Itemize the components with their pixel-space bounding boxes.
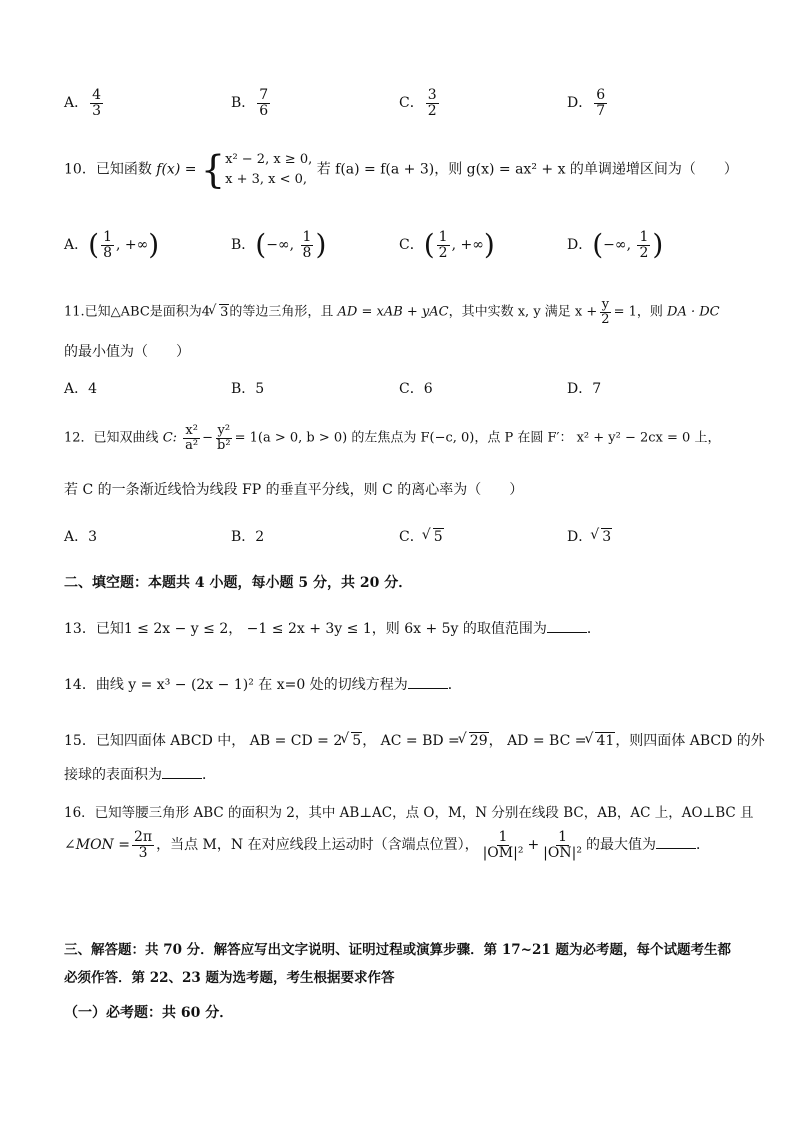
vector-product: DA · DC [667,304,720,320]
option-label: D． [567,237,593,254]
question-text: 接球的表面积为 [64,767,162,783]
q12-line-2: 若 C 的一条渐近线恰为线段 FP 的垂直平分线，则 C 的离心率为（ ） [64,482,524,498]
q16-line-1: 16．已知等腰三角形 ABC 的面积为 2，其中 AB⊥AC，点 O，M，N 分别在线段 BC，AB，AC 上，AO⊥BC 且 [64,805,754,821]
numerator: x² [185,423,198,438]
q10-stem [64,147,738,192]
period: ． [586,621,601,637]
answer-blank [656,836,696,849]
option-label: A． [64,237,89,254]
q9-option-d [567,88,609,118]
option-post: , +∞ [115,237,149,254]
option-label: C． [399,529,424,545]
question-text: 15．已知四面体 ABCD 中， AB = CD = 2 [64,733,343,749]
option-label: B． [231,529,256,545]
denominator: 2 [639,244,649,261]
q15-line-2 [64,764,216,784]
q11-option-a: A．4 [64,381,98,397]
q9-option-c [399,88,441,118]
section-3-heading-line-1: 三、解答题：共 70 分．解答应写出文字说明、证明过程或演算步骤．第 17~21 题为必考题，每个试题考生都 [64,942,731,958]
function-name: f(x) = [156,161,197,178]
denominator: 7 [596,102,606,119]
q11-option-c: C．6 [399,381,433,397]
q9-option-a [64,88,105,118]
numerator: 6 [596,87,606,103]
piece-1: x² − 2, x ≥ 0, [225,152,313,167]
question-text: ，其中实数 x, y 满足 x + [448,304,598,320]
section-3-subheading: （一）必考题：共 60 分． [64,1005,234,1021]
question-text: 的最大值为 [585,837,656,854]
option-label: B． [231,237,256,254]
option-value: 2 [255,529,265,545]
radicand: 5 [433,529,443,545]
brace: { [200,147,226,192]
period: ． [202,767,216,783]
question-number: 10．已知函数 [64,161,152,178]
numerator: 3 [427,87,437,103]
option-post: , +∞ [451,237,484,254]
q12-option-d [567,526,612,546]
question-text: = 1(a > 0, b > 0) 的左焦点为 F(−c, 0)，点 P 在圆 F′： x² + y² − 2cx = 0 上， [234,430,721,446]
option-pre: −∞, [266,237,299,254]
q12-option-b [231,526,264,546]
option-label: D． [567,95,593,112]
numerator: 4 [92,87,102,103]
denominator: |ON|² [543,844,582,861]
numerator: 1 [498,829,508,845]
numerator: 1 [103,229,112,245]
piece-2: x + 3, x < 0, [225,171,308,187]
q15-line-1 [64,730,765,750]
radicand: 5 [352,733,362,749]
option-label: C． [399,237,424,254]
question-text: = 1，则 [613,304,663,320]
answer-blank [408,676,448,689]
denominator: 6 [259,102,269,119]
denominator: 8 [302,244,312,261]
q9-option-b [231,88,272,118]
question-text: 14．曲线 y = x³ − (2x − 1)² 在 x=0 处的切线方程为 [64,677,408,693]
radicand: 3 [220,304,229,320]
q10-option-d: D．(−∞, $\frac{1}{2}$ ) [567,228,664,262]
q11-line-2: 的最小值为（ ） [64,344,190,360]
radicand: 29 [469,733,488,749]
q11-option-d: D．7 [567,381,602,397]
numerator: 1 [639,229,649,245]
numerator: 1 [438,229,448,245]
option-label: B． [231,95,256,112]
q11-option-b: B．5 [231,381,265,397]
denominator: a² [185,437,199,453]
numerator: y [601,297,610,312]
period: ． [695,837,710,854]
numerator: 1 [558,829,568,845]
denominator: 2 [601,311,610,327]
section-2-heading: 二、填空题：本题共 4 小题，每小题 5 分，共 20 分． [64,575,413,591]
q13 [64,618,601,638]
question-number: 12．已知双曲线 [64,430,159,446]
piecewise [225,150,312,189]
option-value: 3 [88,529,98,545]
numerator: 7 [259,87,269,103]
radicand: 41 [596,733,615,749]
q10-option-c: C．( $\frac{1}{2}$ , +∞) [399,228,495,262]
question-text: 13．已知1 ≤ 2x − y ≤ 2， −1 ≤ 2x + 3y ≤ 1，则 6x + 5y 的取值范围为 [64,621,547,637]
option-label: C． [399,95,424,112]
q12-option-c [399,526,444,546]
question-text: 11.已知△ABC是面积为4 [64,304,211,320]
q11-line-1 [64,298,720,326]
denominator: 3 [138,844,148,861]
question-text: 的等边三角形，且 [229,304,334,320]
numerator: y² [217,423,231,438]
answer-blank [547,620,587,633]
answer-blank [162,766,202,779]
angle: ∠MON = [64,837,130,854]
q10-option-a: A．( $\frac{1}{8}$ , +∞) [64,228,160,262]
numerator: 1 [302,229,312,245]
option-label: D． [567,529,593,545]
q16-line-2: ∠MON = $\frac{2\pi}{3}$ ，当点 M，N 在对应线段上运动时（含端点位置）， $\frac{1}{\text{|OM|²}}$ + $\frac{1}{\text{|ON|²}}$ 的最大值为 ． [64,829,710,861]
radicand: 3 [602,529,612,545]
question-text: ，则四面体 ABCD 的外 [615,733,765,749]
denominator: b² [217,437,231,453]
denominator: 2 [427,102,437,119]
denominator: 2 [438,244,448,261]
option-pre: −∞, [603,237,636,254]
option-label: A． [64,529,89,545]
section-3-heading-line-2: 必须作答．第 22、23 题为选考题，考生根据要求作答 [64,970,395,986]
vector-equation: AD = xAB + yAC [337,304,449,320]
denominator: |OM|² [482,844,524,861]
denominator: 3 [92,102,102,119]
denominator: 8 [103,244,112,261]
curve-name: C: [162,430,178,446]
question-text: ， AC = BD = [362,733,460,749]
question-text: ，当点 M，N 在对应线段上运动时（含端点位置）， [156,837,479,854]
question-text: ， AD = BC = [488,733,587,749]
numerator: 2π [133,829,153,845]
question-text: 若 f(a) = f(a + 3)，则 g(x) = ax² + x 的单调递增区间为（ ） [316,161,738,178]
q10-option-b: B．(−∞, $\frac{1}{8}$ ) [231,228,327,262]
q12-option-a [64,526,97,546]
q14 [64,674,462,694]
option-label: A． [64,95,89,112]
q12-line-1: 12．已知双曲线 C: $\frac{\text{x²}}{\text{a²}}$ − $\frac{\text{y²}}{\text{b²}}$ = 1(a > 0, b > 0) 的左焦点为 F(−c, 0)，点 P 在圆 F′： x² + y² − 2cx = 0 上， [64,423,721,453]
period: ． [447,677,462,693]
